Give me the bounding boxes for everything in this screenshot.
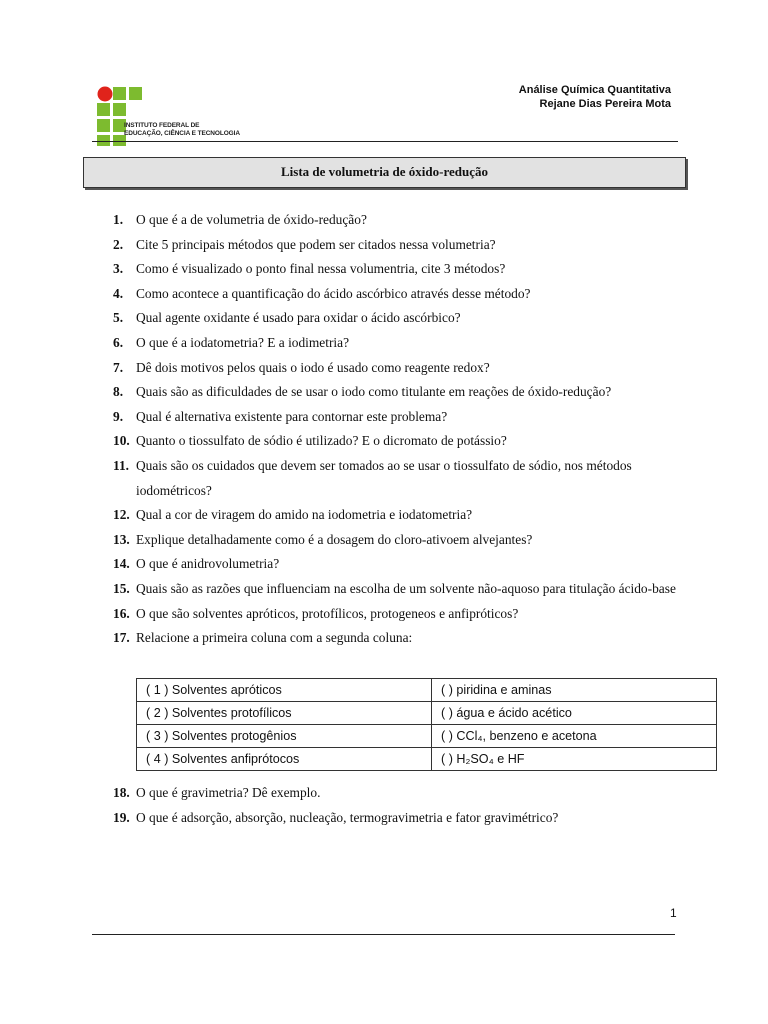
question-item bbox=[113, 806, 693, 831]
question-list bbox=[113, 208, 693, 651]
question-item bbox=[113, 257, 693, 282]
question-text: Qual é alternativa existente para contornar este problema? bbox=[136, 408, 448, 424]
question-text: Qual agente oxidante é usado para oxidar o ácido ascórbico? bbox=[136, 310, 461, 326]
page-number: 1 bbox=[670, 906, 677, 920]
question-item bbox=[113, 405, 693, 430]
question-number: 16. bbox=[113, 605, 130, 621]
table-row bbox=[137, 725, 717, 748]
question-number: 3. bbox=[113, 261, 124, 277]
question-item bbox=[113, 454, 693, 503]
question-text: Quais são as dificuldades de se usar o iodo como titulante em reações de óxido-redução? bbox=[136, 384, 612, 400]
question-item bbox=[113, 602, 693, 627]
solvent-type-cell: ( 1 ) Solventes apróticos bbox=[137, 679, 432, 702]
question-item bbox=[113, 503, 693, 528]
question-item bbox=[113, 626, 693, 651]
question-item bbox=[113, 331, 693, 356]
question-text: O que é a de volumetria de óxido-redução? bbox=[136, 212, 367, 227]
question-text: O que é adsorção, absorção, nucleação, termogravimetria e fator gravimétrico? bbox=[136, 809, 559, 825]
question-item bbox=[113, 577, 693, 602]
question-text: Como acontece a quantificação do ácido ascórbico através desse método? bbox=[136, 285, 531, 301]
question-text: Quais são os cuidados que devem ser tomados ao se usar o tiossulfato de sódio, nos métodos iodométricos? bbox=[136, 457, 632, 498]
matching-table bbox=[136, 678, 717, 771]
question-item bbox=[113, 233, 693, 258]
question-item bbox=[113, 781, 693, 806]
question-number: 6. bbox=[113, 334, 124, 350]
logo-text bbox=[124, 122, 240, 137]
question-text: Dê dois motivos pelos quais o iodo é usado como reagente redox? bbox=[136, 359, 490, 375]
question-text: Quanto o tiossulfato de sódio é utilizado? E o dicromato de potássio? bbox=[136, 433, 507, 449]
solvent-type-cell: ( 4 ) Solventes anfiprótocos bbox=[137, 748, 432, 771]
question-text: Relacione a primeira coluna com a segunda coluna: bbox=[136, 630, 413, 646]
question-item bbox=[113, 356, 693, 381]
question-item bbox=[113, 208, 693, 233]
course-name: Análise Química Quantitativa bbox=[518, 84, 671, 96]
question-item bbox=[113, 282, 693, 307]
question-number: 12. bbox=[113, 507, 130, 523]
question-item bbox=[113, 306, 693, 331]
question-number: 14. bbox=[113, 556, 130, 572]
question-item bbox=[113, 552, 693, 577]
example-cell: ( ) H₂SO₄ e HF bbox=[432, 748, 717, 771]
question-number: 18. bbox=[113, 785, 130, 800]
question-number: 10. bbox=[113, 433, 130, 449]
question-text: O que é gravimetria? Dê exemplo. bbox=[136, 785, 321, 800]
question-list-continued bbox=[113, 781, 693, 830]
question-text: O que são solventes apróticos, protofílicos, protogeneos e anfipróticos? bbox=[136, 605, 519, 621]
question-item bbox=[113, 380, 693, 405]
institute-logo bbox=[95, 86, 255, 146]
question-number: 9. bbox=[113, 408, 124, 424]
question-text: O que é a iodatometria? E a iodimetria? bbox=[136, 334, 350, 350]
example-cell: ( ) água e ácido acético bbox=[432, 702, 717, 725]
question-number: 17. bbox=[113, 630, 130, 646]
question-text: Quais são as razões que influenciam na escolha de um solvente não-aquoso para titulação ácido-base bbox=[136, 580, 676, 596]
question-number: 4. bbox=[113, 285, 124, 301]
question-number: 1. bbox=[113, 212, 124, 227]
question-number: 7. bbox=[113, 359, 124, 375]
question-text: Como é visualizado o ponto final nessa volumentria, cite 3 métodos? bbox=[136, 261, 506, 277]
question-text: O que é anidrovolumetria? bbox=[136, 556, 280, 572]
question-number: 15. bbox=[113, 580, 130, 596]
table-row bbox=[137, 748, 717, 771]
example-cell: ( ) piridina e aminas bbox=[432, 679, 717, 702]
header-divider bbox=[92, 141, 678, 142]
table-row bbox=[137, 679, 717, 702]
solvent-type-cell: ( 2 ) Solventes protofílicos bbox=[137, 702, 432, 725]
question-text: Explique detalhadamente como é a dosagem do cloro-ativoem alvejantes? bbox=[136, 531, 533, 547]
logo-line-1: INSTITUTO FEDERAL DE bbox=[124, 122, 200, 129]
question-item bbox=[113, 528, 693, 553]
footer-divider bbox=[92, 934, 675, 935]
header-info bbox=[519, 83, 671, 111]
question-number: 2. bbox=[113, 236, 124, 252]
example-cell: ( ) CCl₄, benzeno e acetona bbox=[432, 725, 717, 748]
logo-line-2: EDUCAÇÃO, CIÊNCIA E TECNOLOGIA bbox=[124, 129, 240, 137]
question-text: Qual a cor de viragem do amido na iodometria e iodatometria? bbox=[136, 507, 473, 523]
page-title: Lista de volumetria de óxido-redução bbox=[83, 157, 686, 188]
question-number: 13. bbox=[113, 531, 130, 547]
question-item bbox=[113, 429, 693, 454]
author-name: Rejane Dias Pereira Mota bbox=[539, 98, 671, 110]
question-number: 5. bbox=[113, 310, 124, 326]
question-number: 8. bbox=[113, 384, 124, 400]
solvent-type-cell: ( 3 ) Solventes protogênios bbox=[137, 725, 432, 748]
question-text: Cite 5 principais métodos que podem ser citados nessa volumetria? bbox=[136, 236, 496, 252]
question-number: 19. bbox=[113, 809, 130, 825]
table-row bbox=[137, 702, 717, 725]
question-number: 11. bbox=[113, 457, 129, 473]
